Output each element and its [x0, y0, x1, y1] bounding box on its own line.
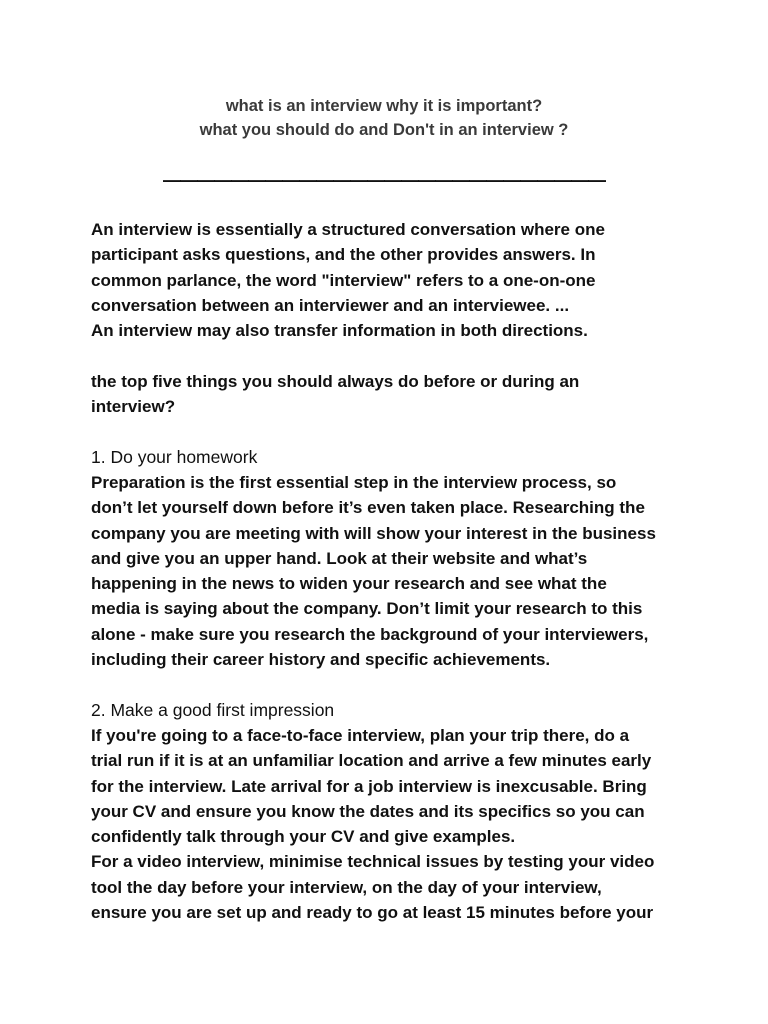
paragraph-spacer — [91, 343, 716, 368]
title-line-1: what is an interview why it is important? — [225, 97, 543, 115]
section-homework — [91, 445, 716, 673]
document-title — [0, 94, 768, 142]
section-line: media is saying about the company. Don’t limit your research to this — [91, 599, 643, 619]
question-paragraph — [91, 369, 716, 420]
intro-line: An interview may also transfer information in both directions. — [91, 321, 588, 341]
section-line: For a video interview, minimise technical issues by testing your video — [91, 852, 655, 872]
paragraph-spacer — [91, 672, 716, 697]
section-line: Preparation is the first essential step in the interview process, so — [91, 472, 617, 492]
question-line: interview? — [91, 397, 176, 417]
document-body — [91, 217, 716, 925]
section-line: happening in the news to widen your research and see what the — [91, 574, 607, 594]
title-divider: —————————————————————————— — [163, 170, 605, 190]
section-first-impression — [91, 698, 716, 926]
section-line: including their career history and specific achievements. — [91, 650, 551, 670]
question-line: the top five things you should always do before or during an — [91, 371, 580, 391]
intro-line: An interview is essentially a structured conversation where one — [91, 220, 605, 239]
section-line: for the interview. Late arrival for a job interview is inexcusable. Bring — [91, 776, 647, 796]
section-line: ensure you are set up and ready to go at least 15 minutes before your — [91, 903, 654, 923]
section-line: your CV and ensure you know the dates and its specifics so you can — [91, 801, 645, 821]
intro-line: common parlance, the word "interview" refers to a one-on-one — [91, 270, 596, 290]
intro-paragraph — [91, 217, 716, 343]
section-line: If you're going to a face-to-face interview, plan your trip there, do a — [91, 725, 630, 745]
intro-line: conversation between an interviewer and an interviewee. ... — [91, 295, 570, 315]
title-line-2: what you should do and Don't in an interview ? — [199, 121, 569, 139]
section-line: and give you an upper hand. Look at their website and what’s — [91, 548, 588, 568]
section-line: confidently talk through your CV and give examples. — [91, 827, 516, 847]
section-heading: 1. Do your homework — [91, 446, 258, 467]
section-line: company you are meeting with will show your interest in the business — [91, 523, 656, 543]
section-line: don’t let yourself down before it’s even taken place. Researching the — [91, 498, 645, 518]
paragraph-spacer — [91, 419, 716, 444]
section-line: alone - make sure you research the background of your interviewers, — [91, 624, 649, 644]
intro-line: participant asks questions, and the other provides answers. In — [91, 245, 596, 265]
section-line: trial run if it is at an unfamiliar location and arrive a few minutes early — [91, 751, 652, 771]
section-heading: 2. Make a good first impression — [91, 699, 335, 720]
section-line: tool the day before your interview, on the day of your interview, — [91, 877, 602, 897]
